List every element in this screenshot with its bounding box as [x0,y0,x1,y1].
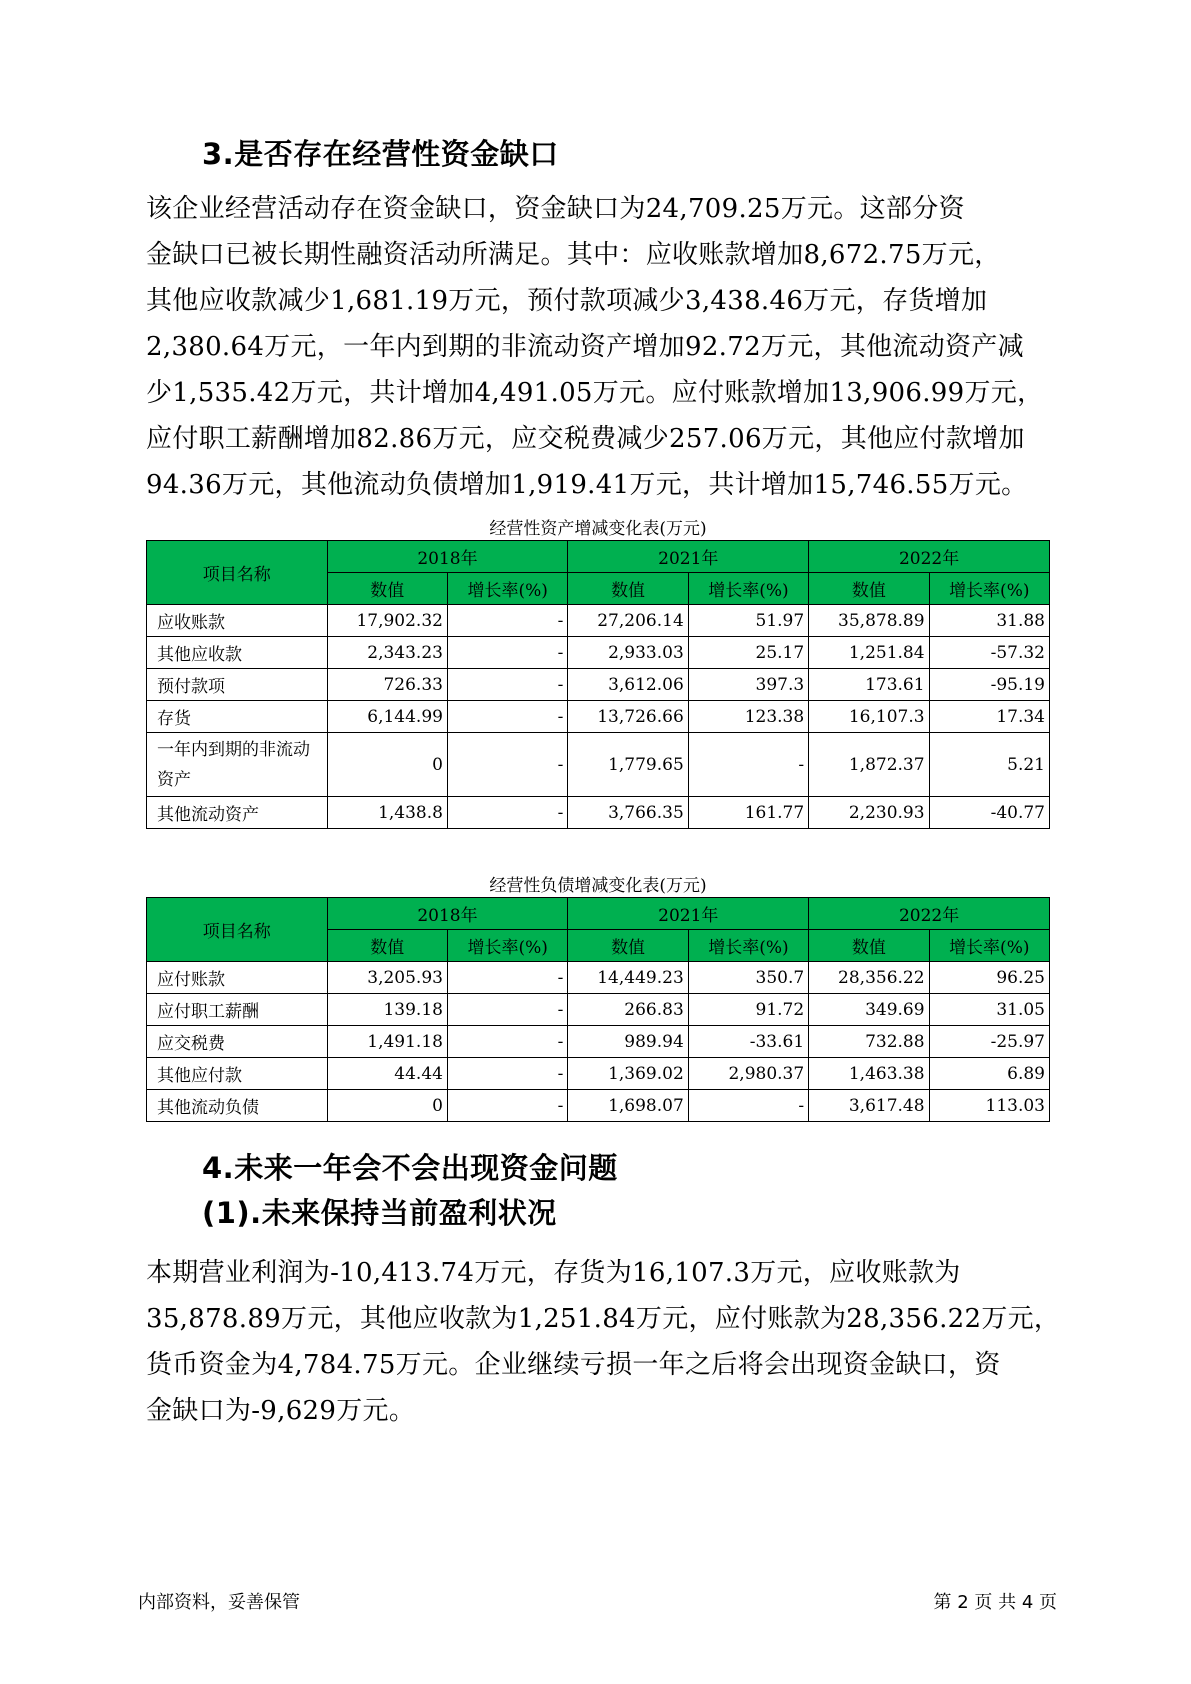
value-cell: 6,144.99 [327,701,447,733]
value-header: 数值 [568,930,688,962]
value-cell: 173.61 [809,669,929,701]
growth-rate-cell: 161.77 [688,797,808,829]
growth-rate-cell: - [688,1090,808,1122]
year-header: 2018年 [327,541,568,573]
value-cell: 3,205.93 [327,962,447,994]
growth-rate-cell: - [447,1026,567,1058]
value-cell: 139.18 [327,994,447,1026]
growth-rate-cell: -25.97 [929,1026,1049,1058]
section-3-paragraph [146,186,1056,508]
value-cell: 13,726.66 [568,701,688,733]
item-name-header: 项目名称 [147,898,328,962]
value-cell: 0 [327,733,447,797]
table-row [147,1090,1050,1122]
value-cell: 1,251.84 [809,637,929,669]
year-header: 2021年 [568,898,809,930]
year-header: 2022年 [809,541,1050,573]
year-header: 2022年 [809,898,1050,930]
growth-rate-cell: 96.25 [929,962,1049,994]
year-header: 2021年 [568,541,809,573]
table-row [147,605,1050,637]
growth-rate-cell: 17.34 [929,701,1049,733]
liabilities-table-caption: 经营性负债增减变化表(万元) [489,876,707,896]
growth-rate-cell: 113.03 [929,1090,1049,1122]
growth-rate-cell: - [447,669,567,701]
row-name-cell: 应付职工薪酬 [147,994,328,1026]
table-row [147,797,1050,829]
row-name-cell: 存货 [147,701,328,733]
growth-rate-cell: 91.72 [688,994,808,1026]
paragraph-line: 金缺口为-9,629万元。 [146,1396,416,1426]
table-header-row [147,898,1050,930]
paragraph-line: 35,878.89万元，其他应收款为1,251.84万元，应付账款为28,356.22万元， [146,1304,1061,1334]
growth-rate-cell: 123.38 [688,701,808,733]
table-row [147,669,1050,701]
row-name-cell: 其他应收款 [147,637,328,669]
growth-rate-cell: - [447,605,567,637]
value-cell: 0 [327,1090,447,1122]
row-name-cell: 应收账款 [147,605,328,637]
table-row [147,733,1050,797]
paragraph-line: 货币资金为4,784.75万元。企业继续亏损一年之后将会出现资金缺口，资 [146,1350,1001,1380]
paragraph-line: 应付职工薪酬增加82.86万元，应交税费减少257.06万元，其他应付款增加 [146,424,1025,454]
table-row [147,1026,1050,1058]
growth-rate-cell: 350.7 [688,962,808,994]
row-name-cell: 其他流动资产 [147,797,328,829]
value-cell: 28,356.22 [809,962,929,994]
row-name-cell: 一年内到期的非流动资产 [147,733,328,797]
growth-rate-cell: -33.61 [688,1026,808,1058]
value-cell: 1,698.07 [568,1090,688,1122]
growth-rate-cell: 397.3 [688,669,808,701]
growth-rate-header: 增长率(%) [447,573,567,605]
growth-rate-cell: - [447,1090,567,1122]
table-row [147,962,1050,994]
table-row [147,701,1050,733]
value-cell: 35,878.89 [809,605,929,637]
footer-confidential-note: 内部资料，妥善保管 [138,1592,300,1613]
table-row [147,994,1050,1026]
value-cell: 3,612.06 [568,669,688,701]
section-4-paragraph [146,1250,1061,1434]
value-cell: 2,343.23 [327,637,447,669]
value-cell: 27,206.14 [568,605,688,637]
value-header: 数值 [809,573,929,605]
row-name-cell: 其他应付款 [147,1058,328,1090]
table-header-row [147,541,1050,573]
section-4-heading: 4.未来一年会不会出现资金问题 [202,1151,618,1185]
row-name-cell: 应付账款 [147,962,328,994]
paragraph-line: 94.36万元，其他流动负债增加1,919.41万元，共计增加15,746.55万元。 [146,470,1028,500]
value-cell: 17,902.32 [327,605,447,637]
value-cell: 266.83 [568,994,688,1026]
value-cell: 3,617.48 [809,1090,929,1122]
growth-rate-header: 增长率(%) [447,930,567,962]
section-3-heading: 3.是否存在经营性资金缺口 [202,137,559,171]
footer-page-number: 第 2 页 共 4 页 [933,1592,1057,1613]
growth-rate-cell: - [447,1058,567,1090]
growth-rate-cell: - [447,701,567,733]
assets-table-caption: 经营性资产增减变化表(万元) [489,519,707,539]
row-name-cell: 应交税费 [147,1026,328,1058]
section-4-subheading: (1).未来保持当前盈利状况 [202,1196,557,1230]
growth-rate-cell: 5.21 [929,733,1049,797]
value-header: 数值 [809,930,929,962]
value-header: 数值 [327,573,447,605]
value-cell: 2,230.93 [809,797,929,829]
growth-rate-cell: 51.97 [688,605,808,637]
paragraph-line: 2,380.64万元，一年内到期的非流动资产增加92.72万元，其他流动资产减 [146,332,1024,362]
value-cell: 732.88 [809,1026,929,1058]
growth-rate-cell: - [688,733,808,797]
growth-rate-header: 增长率(%) [929,573,1049,605]
value-cell: 1,779.65 [568,733,688,797]
growth-rate-cell: - [447,797,567,829]
row-name-cell: 预付款项 [147,669,328,701]
growth-rate-cell: - [447,962,567,994]
paragraph-line: 该企业经营活动存在资金缺口，资金缺口为24,709.25万元。这部分资 [146,194,965,224]
value-cell: 2,933.03 [568,637,688,669]
growth-rate-header: 增长率(%) [688,573,808,605]
value-cell: 1,369.02 [568,1058,688,1090]
liabilities-change-table [146,897,1050,1122]
value-cell: 726.33 [327,669,447,701]
value-cell: 44.44 [327,1058,447,1090]
value-cell: 14,449.23 [568,962,688,994]
growth-rate-cell: 25.17 [688,637,808,669]
paragraph-line: 金缺口已被长期性融资活动所满足。其中：应收账款增加8,672.75万元， [146,240,1001,270]
growth-rate-cell: 6.89 [929,1058,1049,1090]
growth-rate-header: 增长率(%) [688,930,808,962]
growth-rate-header: 增长率(%) [929,930,1049,962]
assets-change-table [146,540,1050,829]
growth-rate-cell: -40.77 [929,797,1049,829]
value-cell: 16,107.3 [809,701,929,733]
value-cell: 1,491.18 [327,1026,447,1058]
growth-rate-cell: - [447,994,567,1026]
table-row [147,1058,1050,1090]
value-cell: 1,438.8 [327,797,447,829]
table-row [147,637,1050,669]
growth-rate-cell: 31.05 [929,994,1049,1026]
year-header: 2018年 [327,898,568,930]
growth-rate-cell: -57.32 [929,637,1049,669]
value-header: 数值 [568,573,688,605]
paragraph-line: 其他应收款减少1,681.19万元，预付款项减少3,438.46万元，存货增加 [146,286,988,316]
paragraph-line: 少1,535.42万元，共计增加4,491.05万元。应付账款增加13,906.99万元， [146,378,1044,408]
value-cell: 1,872.37 [809,733,929,797]
growth-rate-cell: - [447,637,567,669]
growth-rate-cell: 2,980.37 [688,1058,808,1090]
growth-rate-cell: - [447,733,567,797]
value-header: 数值 [327,930,447,962]
value-cell: 989.94 [568,1026,688,1058]
growth-rate-cell: 31.88 [929,605,1049,637]
value-cell: 349.69 [809,994,929,1026]
value-cell: 3,766.35 [568,797,688,829]
item-name-header: 项目名称 [147,541,328,605]
row-name-cell: 其他流动负债 [147,1090,328,1122]
value-cell: 1,463.38 [809,1058,929,1090]
growth-rate-cell: -95.19 [929,669,1049,701]
paragraph-line: 本期营业利润为-10,413.74万元，存货为16,107.3万元，应收账款为 [146,1258,961,1288]
